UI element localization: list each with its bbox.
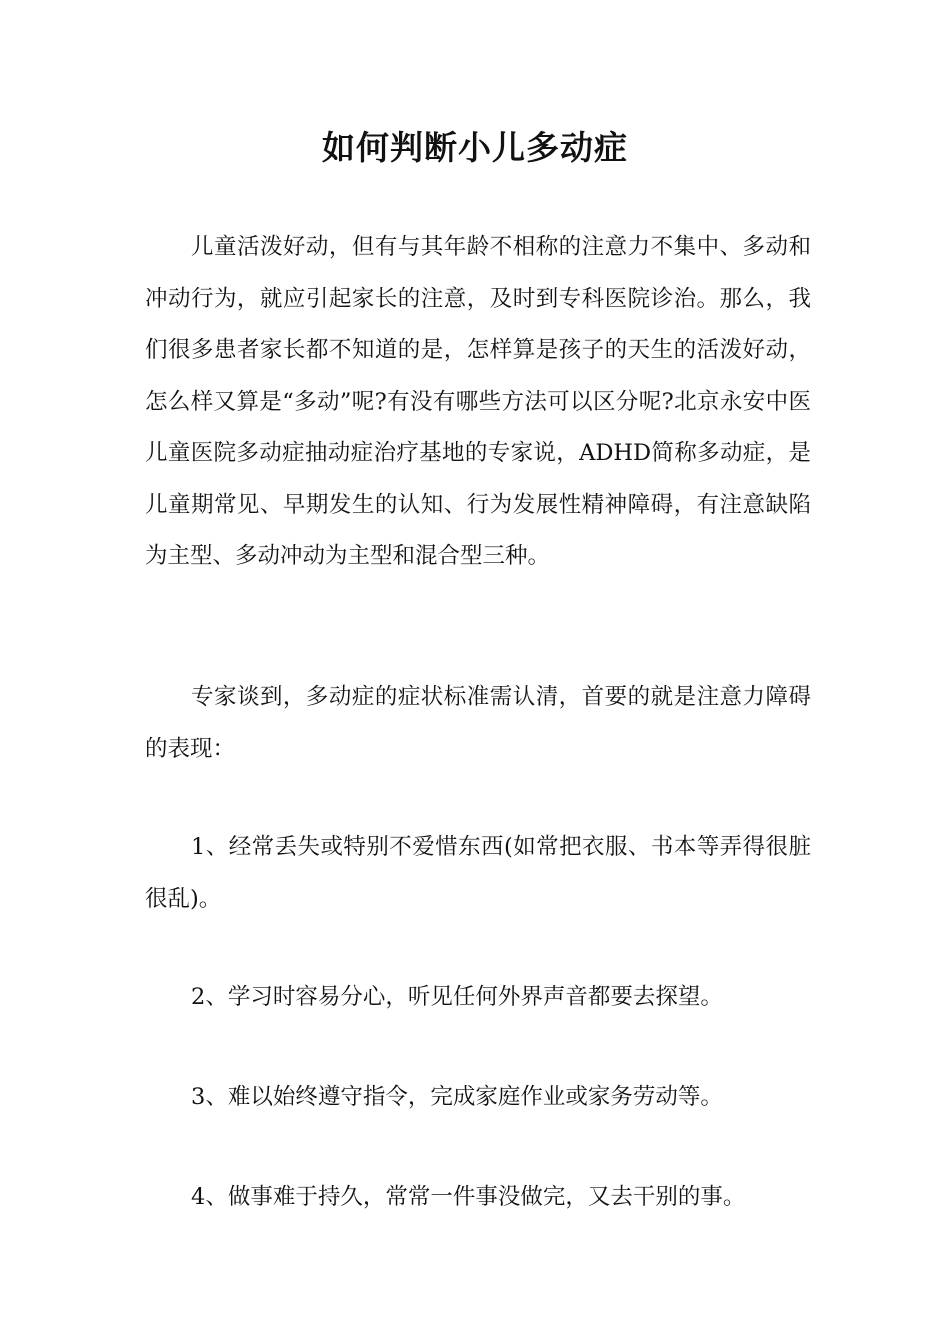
paragraph-expert-note: 专家谈到，多动症的症状标准需认清，首要的就是注意力障碍的表现： xyxy=(145,684,811,762)
list-item-4: 4、做事难于持久，常常一件事没做完，又去干别的事。 xyxy=(191,1184,746,1210)
paragraph-intro: 儿童活泼好动，但有与其年龄不相称的注意力不集中、多动和冲动行为，就应引起家长的注意，及时到专科医院诊治。那么，我们很多患者家长都不知道的是，怎样算是孩子的天生的活泼好动，怎么样又算是“多动”呢?有没有哪些方法可以区分呢?北京永安中医儿童医院多动症抽动症治疗基地的专家说，ADHD简称多动症，是儿童期常见、早期发生的认知、行为发展性精神障碍，有注意缺陷为主型、多动冲动为主型和混合型三种。 xyxy=(145,234,811,569)
list-item-2: 2、学习时容易分心，听见任何外界声音都要去探望。 xyxy=(191,984,723,1010)
list-item-1: 1、经常丢失或特别不爱惜东西(如常把衣服、书本等弄得很脏很乱)。 xyxy=(145,834,811,912)
document-title: 如何判断小儿多动症 xyxy=(322,128,628,167)
list-item-3: 3、难以始终遵守指令，完成家庭作业或家务劳动等。 xyxy=(191,1084,723,1110)
